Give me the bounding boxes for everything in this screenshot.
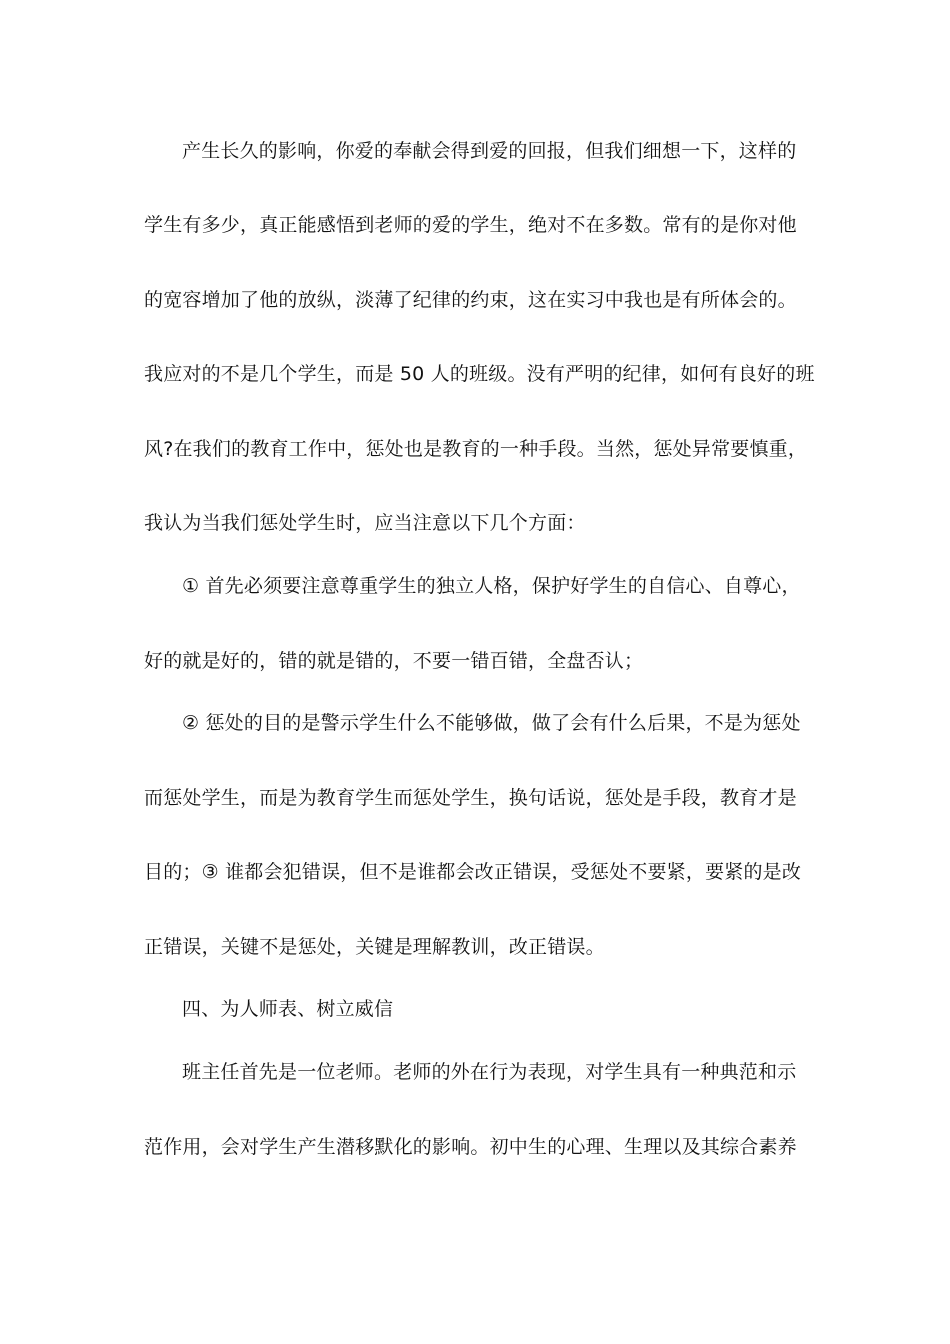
paragraph-line: 范作用，会对学生产生潜移默化的影响。初中生的心理、生理以及其综合素养 bbox=[144, 1136, 797, 1158]
paragraph-line: 班主任首先是一位老师。老师的外在行为表现，对学生具有一种典范和示 bbox=[182, 1061, 797, 1083]
list-item-line: 而惩处学生，而是为教育学生而惩处学生，换句话说，惩处是手段，教育才是 bbox=[144, 787, 797, 809]
list-item-line: 正错误，关键不是惩处，关键是理解教训，改正错误。 bbox=[144, 936, 605, 958]
paragraph-line: 产生长久的影响，你爱的奉献会得到爱的回报，但我们细想一下，这样的 bbox=[182, 140, 797, 162]
list-item-line: 目的；③ 谁都会犯错误，但不是谁都会改正错误，受惩处不要紧，要紧的是改 bbox=[144, 861, 802, 883]
paragraph-line: 学生有多少，真正能感悟到老师的爱的学生，绝对不在多数。常有的是你对他 bbox=[144, 214, 797, 236]
section-heading: 四、为人师表、树立威信 bbox=[182, 998, 394, 1020]
paragraph-line: 风?在我们的教育工作中，惩处也是教育的一种手段。当然，惩处异常要慎重， bbox=[144, 438, 808, 460]
list-item-line: ② 惩处的目的是警示学生什么不能够做，做了会有什么后果，不是为惩处 bbox=[182, 712, 801, 734]
list-item-line: 好的就是好的，错的就是错的，不要一错百错，全盘否认； bbox=[144, 650, 644, 672]
paragraph-line: 的宽容增加了他的放纵，淡薄了纪律的约束，这在实习中我也是有所体会的。 bbox=[144, 289, 797, 311]
paragraph-line: 我应对的不是几个学生，而是 50 人的班级。没有严明的纪律，如何有良好的班 bbox=[144, 363, 815, 385]
paragraph-line: 我认为当我们惩处学生时，应当注意以下几个方面： bbox=[144, 512, 586, 534]
list-item-line: ① 首先必须要注意尊重学生的独立人格，保护好学生的自信心、自尊心， bbox=[182, 575, 801, 597]
